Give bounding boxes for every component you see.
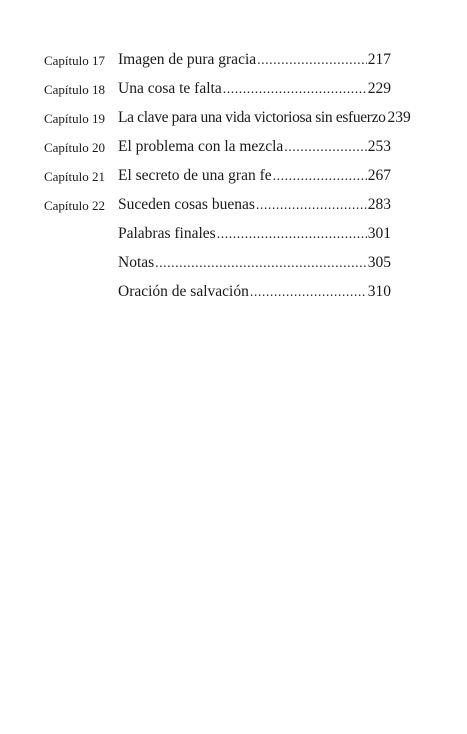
toc-entry (0, 46, 467, 75)
entry-line (118, 224, 391, 245)
page-number: 305 (367, 254, 391, 271)
page-number: 239 (387, 109, 411, 126)
page-number: 310 (367, 283, 391, 300)
dot-leader (155, 254, 367, 274)
page-number: 267 (367, 167, 391, 184)
chapter-number: Capítulo 22 (43, 198, 105, 213)
entry-title: El secreto de una gran fe (118, 167, 272, 184)
chapter-number: Capítulo 20 (43, 140, 105, 155)
entry-title: Suceden cosas buenas (118, 196, 255, 213)
page-number: 283 (367, 196, 391, 213)
entry-line (118, 50, 391, 71)
dot-leader (257, 51, 367, 71)
page-number: 217 (367, 51, 391, 68)
toc-entry (0, 220, 467, 249)
toc-entry (0, 191, 467, 220)
entry-line (118, 108, 411, 129)
chapter-number: Capítulo 21 (43, 169, 105, 184)
dot-leader (256, 196, 367, 216)
entry-title: La clave para una vida victoriosa sin esfuerzo (118, 109, 386, 126)
entry-title: Notas (118, 254, 155, 271)
page-number: 229 (367, 80, 391, 97)
entry-line (118, 79, 391, 100)
entry-title: El problema con la mezcla (118, 138, 284, 155)
dot-leader (273, 167, 367, 187)
toc-entry (0, 133, 467, 162)
entry-title: Una cosa te falta (118, 80, 222, 97)
entry-title: Palabras finales (118, 225, 216, 242)
table-of-contents (0, 46, 467, 307)
entry-line (118, 195, 391, 216)
toc-entry (0, 162, 467, 191)
dot-leader (223, 80, 367, 100)
entry-title: Oración de salvación (118, 283, 249, 300)
dot-leader (217, 225, 367, 245)
entry-line (118, 253, 391, 274)
dot-leader (284, 138, 366, 158)
chapter-number: Capítulo 18 (43, 82, 105, 97)
entry-title: Imagen de pura gracia (118, 51, 257, 68)
toc-entry (0, 249, 467, 278)
entry-line (118, 282, 391, 303)
page-number: 301 (367, 225, 391, 242)
chapter-number: Capítulo 17 (43, 53, 105, 68)
toc-entry (0, 104, 467, 133)
chapter-number: Capítulo 19 (43, 111, 105, 126)
entry-line (118, 137, 391, 158)
toc-entry (0, 278, 467, 307)
toc-entry (0, 75, 467, 104)
dot-leader (250, 283, 367, 303)
entry-line (118, 166, 391, 187)
page-number: 253 (367, 138, 391, 155)
